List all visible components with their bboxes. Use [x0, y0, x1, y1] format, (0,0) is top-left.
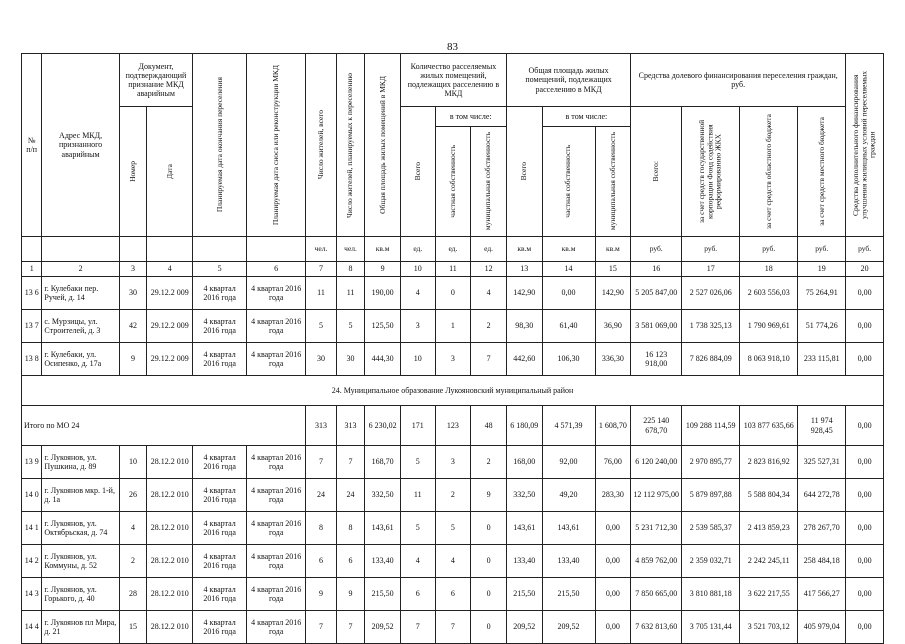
table-cell: 11 — [336, 277, 365, 310]
table-cell: 13 6 — [22, 277, 42, 310]
unit-cell-empty — [119, 237, 147, 262]
unit-cell-empty — [22, 237, 42, 262]
column-number: 13 — [506, 262, 542, 277]
table-cell: 0 — [471, 611, 507, 644]
table-cell: 5 588 804,34 — [740, 479, 798, 512]
table-cell: 14 0 — [22, 479, 42, 512]
total-cell: 313 — [306, 406, 337, 446]
total-cell: 225 140 678,70 — [631, 406, 682, 446]
table-cell: 61,40 — [542, 310, 595, 343]
table-cell: 24 — [306, 479, 337, 512]
table-cell: 133,40 — [365, 545, 401, 578]
table-cell: 7 826 884,09 — [682, 343, 740, 376]
column-number: 3 — [119, 262, 147, 277]
table-cell: 2 242 245,11 — [740, 545, 798, 578]
table-cell: 24 — [336, 479, 365, 512]
table-cell: 7 — [336, 611, 365, 644]
column-number: 4 — [147, 262, 193, 277]
header-area-resettle: Общая площадь жилых помещений, подлежащих расселению в МКД — [506, 54, 630, 107]
table-cell: 14 1 — [22, 512, 42, 545]
table-cell: 4 квартал 2016 года — [193, 446, 247, 479]
table-cell: 11 — [400, 479, 435, 512]
unit-cell-empty — [147, 237, 193, 262]
column-number: 14 — [542, 262, 595, 277]
header-doc-number: Номер — [127, 161, 137, 182]
address-cell: г. Кулебаки, ул. Осипенко, д. 17а — [42, 343, 119, 376]
table-cell: 13 9 — [22, 446, 42, 479]
table-cell: 0,00 — [846, 545, 884, 578]
table-cell: 4 квартал 2016 года — [247, 545, 306, 578]
table-cell: 5 — [306, 310, 337, 343]
table-cell: 125,50 — [365, 310, 401, 343]
table-cell: 9 — [306, 578, 337, 611]
table-cell: 0,00 — [846, 310, 884, 343]
table-cell: 0 — [435, 277, 471, 310]
column-number: 1 — [22, 262, 42, 277]
total-cell: 4 571,39 — [542, 406, 595, 446]
table-cell: 190,00 — [365, 277, 401, 310]
table-cell: 26 — [119, 479, 147, 512]
table-cell: 12 112 975,00 — [631, 479, 682, 512]
table-cell: 215,50 — [365, 578, 401, 611]
table-cell: 14 2 — [22, 545, 42, 578]
address-cell: с. Мурзицы, ул. Строителей, д. 3 — [42, 310, 119, 343]
table-cell: 0,00 — [846, 512, 884, 545]
header-rooms-total: Всего — [412, 162, 422, 181]
table-cell: 644 272,78 — [798, 479, 846, 512]
column-number: 20 — [846, 262, 884, 277]
table-cell: 0,00 — [846, 611, 884, 644]
table-cell: 3 705 131,44 — [682, 611, 740, 644]
unit-cell: ед. — [471, 237, 507, 262]
table-cell: 2 527 026,06 — [682, 277, 740, 310]
total-label: Итого по МО 24 — [22, 406, 306, 446]
column-numbers-row — [22, 262, 884, 277]
table-cell: 4 квартал 2016 года — [247, 479, 306, 512]
unit-cell-empty — [247, 237, 306, 262]
table-cell: 9 — [119, 343, 147, 376]
unit-cell-empty — [193, 237, 247, 262]
table-row — [22, 545, 884, 578]
table-cell: 332,50 — [506, 479, 542, 512]
column-number: 11 — [435, 262, 471, 277]
table-cell: 1 738 325,13 — [682, 310, 740, 343]
table-cell: 28.12.2 010 — [147, 512, 193, 545]
table-cell: 7 — [306, 446, 337, 479]
table-cell: 7 — [336, 446, 365, 479]
table-cell: 7 632 813,60 — [631, 611, 682, 644]
table-cell: 133,40 — [506, 545, 542, 578]
table-cell: 49,20 — [542, 479, 595, 512]
header-num: № п/п — [22, 54, 42, 237]
column-number: 17 — [682, 262, 740, 277]
page-number: 83 — [447, 41, 458, 53]
section-title: 24. Муниципальное образование Лукояновский муниципальный район — [22, 376, 884, 406]
table-cell: 30 — [336, 343, 365, 376]
table-cell: 28.12.2 010 — [147, 479, 193, 512]
table-cell: 0,00 — [595, 512, 631, 545]
table-row — [22, 277, 884, 310]
table-cell: 4 квартал 2016 года — [193, 611, 247, 644]
table-cell: 2 603 556,03 — [740, 277, 798, 310]
unit-cell: кв.м — [365, 237, 401, 262]
column-number: 12 — [471, 262, 507, 277]
unit-cell: ед. — [400, 237, 435, 262]
table-cell: 75 264,91 — [798, 277, 846, 310]
table-cell: 4 квартал 2016 года — [193, 343, 247, 376]
header-area-private: частная собственность — [563, 145, 573, 218]
header-plan-demolish: Планируемая дата сноса или реконструкции МКД — [271, 64, 281, 226]
table-cell: 0,00 — [542, 277, 595, 310]
table-cell: 417 566,27 — [798, 578, 846, 611]
header-area-municipal: муниципальная собственность — [607, 132, 617, 231]
total-cell: 313 — [336, 406, 365, 446]
table-cell: 0,00 — [595, 578, 631, 611]
table-cell: 10 — [119, 446, 147, 479]
table-cell: 76,00 — [595, 446, 631, 479]
table-cell: 7 — [400, 611, 435, 644]
table-cell: 9 — [336, 578, 365, 611]
column-number: 7 — [306, 262, 337, 277]
table-cell: 5 879 897,88 — [682, 479, 740, 512]
address-cell: г. Кулебаки пер. Ручей, д. 14 — [42, 277, 119, 310]
table-cell: 3 622 217,55 — [740, 578, 798, 611]
total-cell: 109 288 114,59 — [682, 406, 740, 446]
unit-cell: чел. — [306, 237, 337, 262]
table-cell: 8 — [306, 512, 337, 545]
table-cell: 3 — [435, 343, 471, 376]
unit-cell: кв.м — [542, 237, 595, 262]
table-cell: 332,50 — [365, 479, 401, 512]
table-cell: 6 — [306, 545, 337, 578]
table-cell: 0,00 — [846, 343, 884, 376]
header-area-total: Всего — [519, 162, 529, 181]
table-cell: 3 — [435, 446, 471, 479]
table-cell: 15 — [119, 611, 147, 644]
header-residents-total: Число жителей, всего — [315, 110, 325, 180]
header-fund-local: за счет средств местного бюджета — [816, 117, 826, 226]
table-cell: 5 — [400, 446, 435, 479]
table-cell: 8 — [336, 512, 365, 545]
total-cell: 11 974 928,45 — [798, 406, 846, 446]
table-cell: 7 — [306, 611, 337, 644]
address-cell: г. Лукоянов, ул. Пушкина, д. 89 — [42, 446, 119, 479]
table-cell: 98,30 — [506, 310, 542, 343]
table-cell: 1 — [435, 310, 471, 343]
table-cell: 209,52 — [542, 611, 595, 644]
table-cell: 168,70 — [365, 446, 401, 479]
table-cell: 0 — [471, 578, 507, 611]
header-residents-planned: Число жителей, планируемых к переселению — [345, 72, 355, 218]
table-cell: 0,00 — [846, 578, 884, 611]
column-number: 6 — [247, 262, 306, 277]
table-cell: 4 квартал 2016 года — [247, 310, 306, 343]
table-cell: 209,52 — [365, 611, 401, 644]
table-cell: 4 квартал 2016 года — [247, 277, 306, 310]
unit-cell: ед. — [435, 237, 471, 262]
table-cell: 0 — [471, 545, 507, 578]
header-fund-gk: за счет средств государственной корпорации Фонд содействия реформированию ЖКХ — [697, 119, 723, 224]
column-number: 18 — [740, 262, 798, 277]
column-number: 10 — [400, 262, 435, 277]
section-row — [22, 376, 884, 406]
table-cell: 4 квартал 2016 года — [193, 277, 247, 310]
table-cell: 7 850 665,00 — [631, 578, 682, 611]
header-total-area: Общая площадь жилых помещений в МКД — [377, 76, 387, 214]
table-cell: 4 квартал 2016 года — [193, 578, 247, 611]
table-cell: 4 859 762,00 — [631, 545, 682, 578]
table-cell: 30 — [119, 277, 147, 310]
table-cell: 143,61 — [542, 512, 595, 545]
table-cell: 6 120 240,00 — [631, 446, 682, 479]
table-cell: 0,00 — [595, 611, 631, 644]
header-plan-end: Планируемая дата окончания переселения — [214, 77, 224, 213]
table-cell: 209,52 — [506, 611, 542, 644]
units-row — [22, 237, 884, 262]
table-cell: 0,00 — [595, 545, 631, 578]
table-cell: 2 413 859,23 — [740, 512, 798, 545]
table-cell: 325 527,31 — [798, 446, 846, 479]
table-cell: 13 8 — [22, 343, 42, 376]
header-fund-extra: Средства дополнительного финансирования улучшения жилищных условий переселяемых граждан — [851, 71, 877, 219]
table-cell: 4 квартал 2016 года — [247, 343, 306, 376]
table-cell: 11 — [306, 277, 337, 310]
table-row — [22, 343, 884, 376]
table-cell: 442,60 — [506, 343, 542, 376]
header-rooms-in-that: в том числе: — [435, 107, 506, 127]
address-cell: г. Лукоянов, ул. Коммуны, д. 52 — [42, 545, 119, 578]
table-cell: 4 квартал 2016 года — [247, 512, 306, 545]
unit-cell-empty — [42, 237, 119, 262]
table-cell: 16 123 918,00 — [631, 343, 682, 376]
table-cell: 215,50 — [542, 578, 595, 611]
table-cell: 2 — [435, 479, 471, 512]
column-number: 16 — [631, 262, 682, 277]
table-cell: 278 267,70 — [798, 512, 846, 545]
address-cell: г. Лукоянов мкр. 1-й, д. 1а — [42, 479, 119, 512]
table-cell: 2 823 816,92 — [740, 446, 798, 479]
table-cell: 2 970 895,77 — [682, 446, 740, 479]
table-cell: 51 774,26 — [798, 310, 846, 343]
table-cell: 283,30 — [595, 479, 631, 512]
table-cell: 106,30 — [542, 343, 595, 376]
unit-cell: кв.м — [506, 237, 542, 262]
table-cell: 4 — [400, 277, 435, 310]
table-cell: 6 — [435, 578, 471, 611]
table-cell: 4 — [119, 512, 147, 545]
table-cell: 233 115,81 — [798, 343, 846, 376]
table-cell: 9 — [471, 479, 507, 512]
table-cell: 133,40 — [542, 545, 595, 578]
column-number: 19 — [798, 262, 846, 277]
table-row — [22, 611, 884, 644]
column-number: 2 — [42, 262, 119, 277]
header-funds: Средства долевого финансирования переселения граждан, руб. — [631, 54, 846, 107]
table-body — [22, 54, 884, 644]
table-cell: 2 359 032,71 — [682, 545, 740, 578]
table-cell: 5 — [435, 512, 471, 545]
table-cell: 3 581 069,00 — [631, 310, 682, 343]
table-cell: 143,61 — [365, 512, 401, 545]
table-row — [22, 446, 884, 479]
table-cell: 3 810 881,18 — [682, 578, 740, 611]
total-cell: 0,00 — [846, 406, 884, 446]
table-cell: 4 — [471, 277, 507, 310]
table-cell: 5 231 712,30 — [631, 512, 682, 545]
header-rooms-municipal: муниципальная собственность — [483, 132, 493, 231]
total-cell: 1 608,70 — [595, 406, 631, 446]
table-cell: 4 квартал 2016 года — [193, 310, 247, 343]
table-cell: 4 квартал 2016 года — [193, 479, 247, 512]
table-cell: 4 квартал 2016 года — [247, 446, 306, 479]
table-cell: 6 — [400, 578, 435, 611]
table-cell: 143,61 — [506, 512, 542, 545]
table-cell: 30 — [306, 343, 337, 376]
table-cell: 42 — [119, 310, 147, 343]
header-doc-date: Дата — [164, 164, 174, 179]
table-cell: 5 — [336, 310, 365, 343]
table-cell: 4 квартал 2016 года — [193, 512, 247, 545]
table-cell: 0 — [471, 512, 507, 545]
table-cell: 28.12.2 010 — [147, 545, 193, 578]
table-cell: 8 063 918,10 — [740, 343, 798, 376]
table-cell: 0,00 — [846, 446, 884, 479]
total-cell: 6 230,02 — [365, 406, 401, 446]
table-cell: 142,90 — [506, 277, 542, 310]
table-cell: 4 квартал 2016 года — [247, 578, 306, 611]
table-row — [22, 310, 884, 343]
table-cell: 7 — [435, 611, 471, 644]
table-cell: 28.12.2 010 — [147, 578, 193, 611]
table-cell: 2 — [471, 310, 507, 343]
table-row — [22, 578, 884, 611]
table-cell: 14 3 — [22, 578, 42, 611]
table-cell: 405 979,04 — [798, 611, 846, 644]
unit-cell: руб. — [798, 237, 846, 262]
column-number: 8 — [336, 262, 365, 277]
header-funds-total: Всего: — [651, 161, 661, 182]
table-cell: 2 — [471, 446, 507, 479]
total-cell: 103 877 635,66 — [740, 406, 798, 446]
table-cell: 5 — [400, 512, 435, 545]
table-cell: 215,50 — [506, 578, 542, 611]
unit-cell: кв.м — [595, 237, 631, 262]
table-cell: 13 7 — [22, 310, 42, 343]
resettlement-table — [21, 53, 884, 644]
table-cell: 10 — [400, 343, 435, 376]
table-cell: 3 — [400, 310, 435, 343]
table-cell: 28.12.2 010 — [147, 611, 193, 644]
table-cell: 3 521 703,12 — [740, 611, 798, 644]
header-address: Адрес МКД, признанного аварийным — [42, 54, 119, 237]
table-cell: 5 205 847,00 — [631, 277, 682, 310]
table-cell: 142,90 — [595, 277, 631, 310]
table-cell: 444,30 — [365, 343, 401, 376]
table-cell: 7 — [471, 343, 507, 376]
table-cell: 258 484,18 — [798, 545, 846, 578]
table-row — [22, 512, 884, 545]
header-area-in-that: в том числе: — [542, 107, 631, 127]
table-cell: 29.12.2 009 — [147, 277, 193, 310]
column-number: 9 — [365, 262, 401, 277]
table-cell: 4 — [400, 545, 435, 578]
address-cell: г. Лукоянов, ул. Октябрьская, д. 74 — [42, 512, 119, 545]
table-cell: 29.12.2 009 — [147, 310, 193, 343]
table-cell: 1 790 969,61 — [740, 310, 798, 343]
header-rooms-private: частная собственность — [447, 145, 457, 218]
address-cell: г. Лукоянов, ул. Горького, д. 40 — [42, 578, 119, 611]
total-row — [22, 406, 884, 446]
total-cell: 48 — [471, 406, 507, 446]
unit-cell: руб. — [740, 237, 798, 262]
column-number: 15 — [595, 262, 631, 277]
table-cell: 29.12.2 009 — [147, 343, 193, 376]
table-cell: 0,00 — [846, 277, 884, 310]
table-cell: 336,30 — [595, 343, 631, 376]
unit-cell: руб. — [682, 237, 740, 262]
unit-cell: чел. — [336, 237, 365, 262]
address-cell: г. Лукоянов пл Мира, д. 21 — [42, 611, 119, 644]
table-cell: 14 4 — [22, 611, 42, 644]
total-cell: 6 180,09 — [506, 406, 542, 446]
table-row — [22, 479, 884, 512]
table-cell: 4 квартал 2016 года — [193, 545, 247, 578]
table-cell: 28.12.2 010 — [147, 446, 193, 479]
table-cell: 92,00 — [542, 446, 595, 479]
table-cell: 2 539 585,37 — [682, 512, 740, 545]
unit-cell: руб. — [631, 237, 682, 262]
table-cell: 168,00 — [506, 446, 542, 479]
table-cell: 4 — [435, 545, 471, 578]
total-cell: 123 — [435, 406, 471, 446]
table-cell: 6 — [336, 545, 365, 578]
header-rooms-count: Количество расселяемых жилых помещений, подлежащих расселению в МКД — [400, 54, 506, 107]
unit-cell: руб. — [846, 237, 884, 262]
table-cell: 4 квартал 2016 года — [247, 611, 306, 644]
table-cell: 2 — [119, 545, 147, 578]
total-cell: 171 — [400, 406, 435, 446]
header-fund-region: за счет средств областного бюджета — [763, 113, 773, 230]
table-cell: 0,00 — [846, 479, 884, 512]
header-document: Документ, подтверждающий признание МКД аварийным — [119, 54, 192, 107]
table-cell: 28 — [119, 578, 147, 611]
table-cell: 36,90 — [595, 310, 631, 343]
column-number: 5 — [193, 262, 247, 277]
